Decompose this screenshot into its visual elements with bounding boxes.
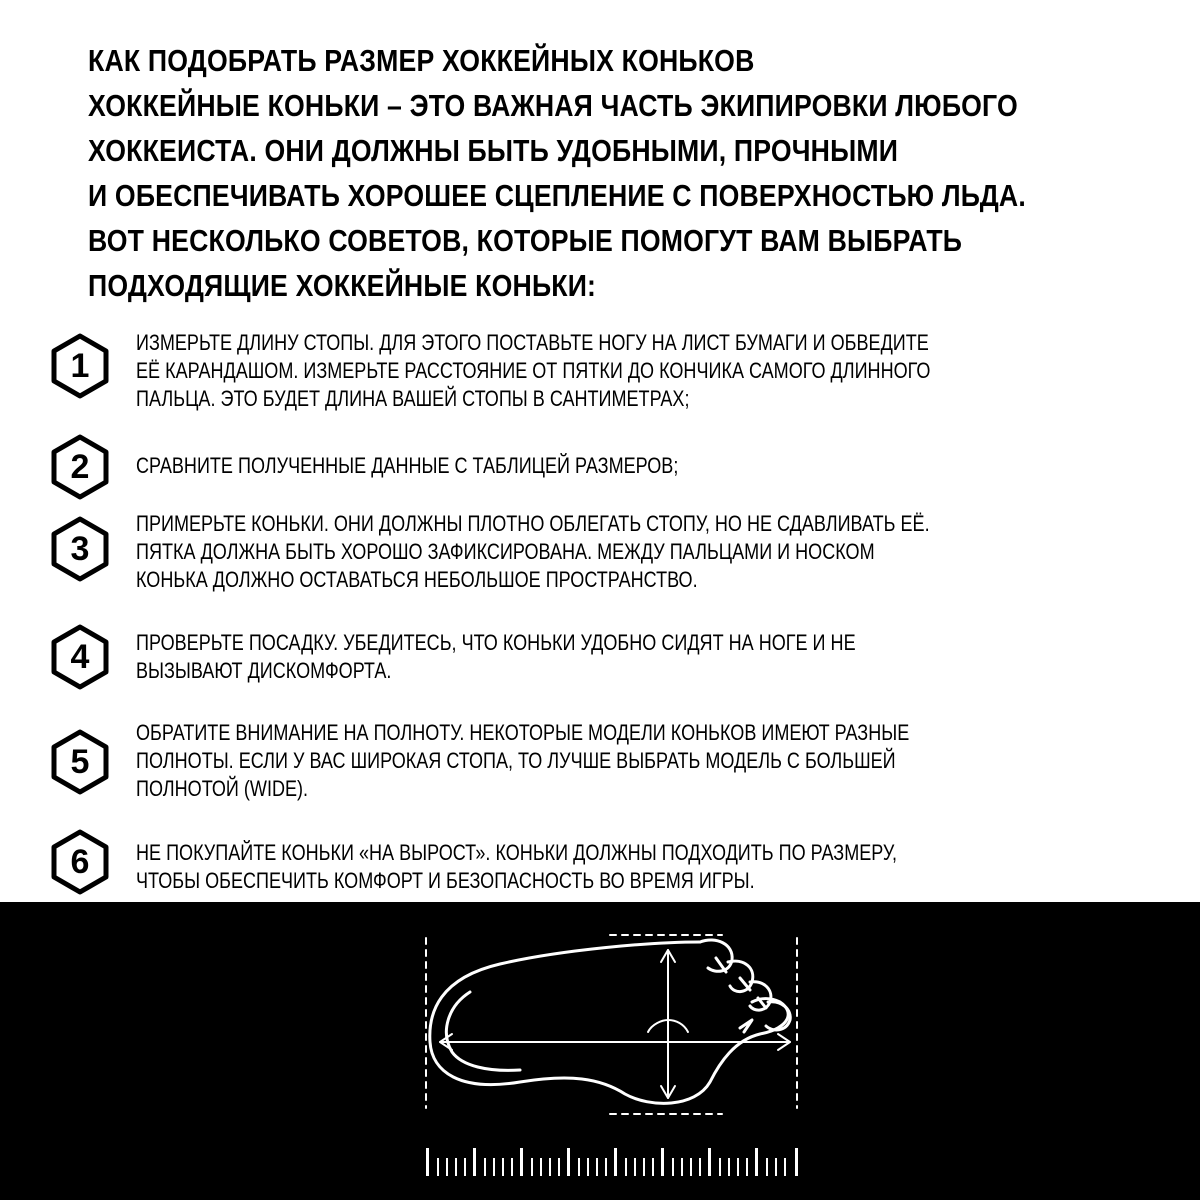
tip-text [136,629,1120,685]
tip-number: 4 [70,637,90,676]
tip-text [136,839,1120,895]
tip-line: ОБРАТИТЕ ВНИМАНИЕ НА ПОЛНОТУ. НЕКОТОРЫЕ МОДЕЛИ КОНЬКОВ ИМЕЮТ РАЗНЫЕ [136,720,910,745]
hexagon-number-icon [50,516,110,582]
heading-line: ХОККЕЙНЫЕ КОНЬКИ – ЭТО ВАЖНАЯ ЧАСТЬ ЭКИПИРОВКИ ЛЮБОГО [88,88,1018,123]
heading-line: ХОККЕИСТА. ОНИ ДОЛЖНЫ БЫТЬ УДОБНЫМИ, ПРОЧНЫМИ [88,133,899,168]
foot-measurement-icon [0,902,1200,1200]
tip-line: ЧТОБЫ ОБЕСПЕЧИТЬ КОМФОРТ И БЕЗОПАСНОСТЬ ВО ВРЕМЯ ИГРЫ. [136,868,755,893]
tip-text [136,719,1120,803]
heading-line: ПОДХОДЯЩИЕ ХОККЕЙНЫЕ КОНЬКИ: [88,268,597,303]
hexagon-number-icon [50,624,110,690]
tip-line: КОНЬКА ДОЛЖНО ОСТАВАТЬСЯ НЕБОЛЬШОЕ ПРОСТРАНСТВО. [136,567,698,592]
ruler-icon [426,1148,798,1176]
tip-text [136,510,1120,594]
tip-line: НЕ ПОКУПАЙТЕ КОНЬКИ «НА ВЫРОСТ». КОНЬКИ ДОЛЖНЫ ПОДХОДИТЬ ПО РАЗМЕРУ, [136,840,897,865]
tip-line: ПОЛНОТЫ. ЕСЛИ У ВАС ШИРОКАЯ СТОПА, ТО ЛУЧШЕ ВЫБРАТЬ МОДЕЛЬ С БОЛЬШЕЙ [136,748,896,773]
tip-text [136,329,1120,413]
tip-number: 6 [70,842,90,881]
heading-line: И ОБЕСПЕЧИВАТЬ ХОРОШЕЕ СЦЕПЛЕНИЕ С ПОВЕРХНОСТЬЮ ЛЬДА. [88,178,1026,213]
hexagon-number-icon [50,829,110,895]
tip-number: 2 [70,447,90,486]
tip-line: СРАВНИТЕ ПОЛУЧЕННЫЕ ДАННЫЕ С ТАБЛИЦЕЙ РАЗМЕРОВ; [136,453,679,478]
heading-line: ВОТ НЕСКОЛЬКО СОВЕТОВ, КОТОРЫЕ ПОМОГУТ ВАМ ВЫБРАТЬ [88,223,963,258]
tip-number: 3 [70,529,90,568]
tip-line: ПАЛЬЦА. ЭТО БУДЕТ ДЛИНА ВАШЕЙ СТОПЫ В САНТИМЕТРАХ; [136,386,690,411]
tip-line: ПРОВЕРЬТЕ ПОСАДКУ. УБЕДИТЕСЬ, ЧТО КОНЬКИ УДОБНО СИДЯТ НА НОГЕ И НЕ [136,630,856,655]
heading-line: КАК ПОДОБРАТЬ РАЗМЕР ХОККЕЙНЫХ КОНЬКОВ [88,43,755,78]
tip-text [136,452,1120,480]
tip-line: ПРИМЕРЬТЕ КОНЬКИ. ОНИ ДОЛЖНЫ ПЛОТНО ОБЛЕГАТЬ СТОПУ, НО НЕ СДАВЛИВАТЬ ЕЁ. [136,511,930,536]
tip-line: ВЫЗЫВАЮТ ДИСКОМФОРТА. [136,658,392,683]
hexagon-number-icon [50,333,110,399]
tip-line: ИЗМЕРЬТЕ ДЛИНУ СТОПЫ. ДЛЯ ЭТОГО ПОСТАВЬТЕ НОГУ НА ЛИСТ БУМАГИ И ОБВЕДИТЕ [136,330,929,355]
tip-number: 1 [70,346,90,385]
hexagon-number-icon [50,729,110,795]
tip-number: 5 [70,742,90,781]
tip-line: ПЯТКА ДОЛЖНА БЫТЬ ХОРОШО ЗАФИКСИРОВАНА. МЕЖДУ ПАЛЬЦАМИ И НОСКОМ [136,539,875,564]
hexagon-number-icon [50,434,110,500]
tip-line: ЕЁ КАРАНДАШОМ. ИЗМЕРЬТЕ РАССТОЯНИЕ ОТ ПЯТКИ ДО КОНЧИКА САМОГО ДЛИННОГО [136,358,931,383]
tip-line: ПОЛНОТОЙ (WIDE). [136,776,309,801]
illustration-panel [0,902,1200,1200]
